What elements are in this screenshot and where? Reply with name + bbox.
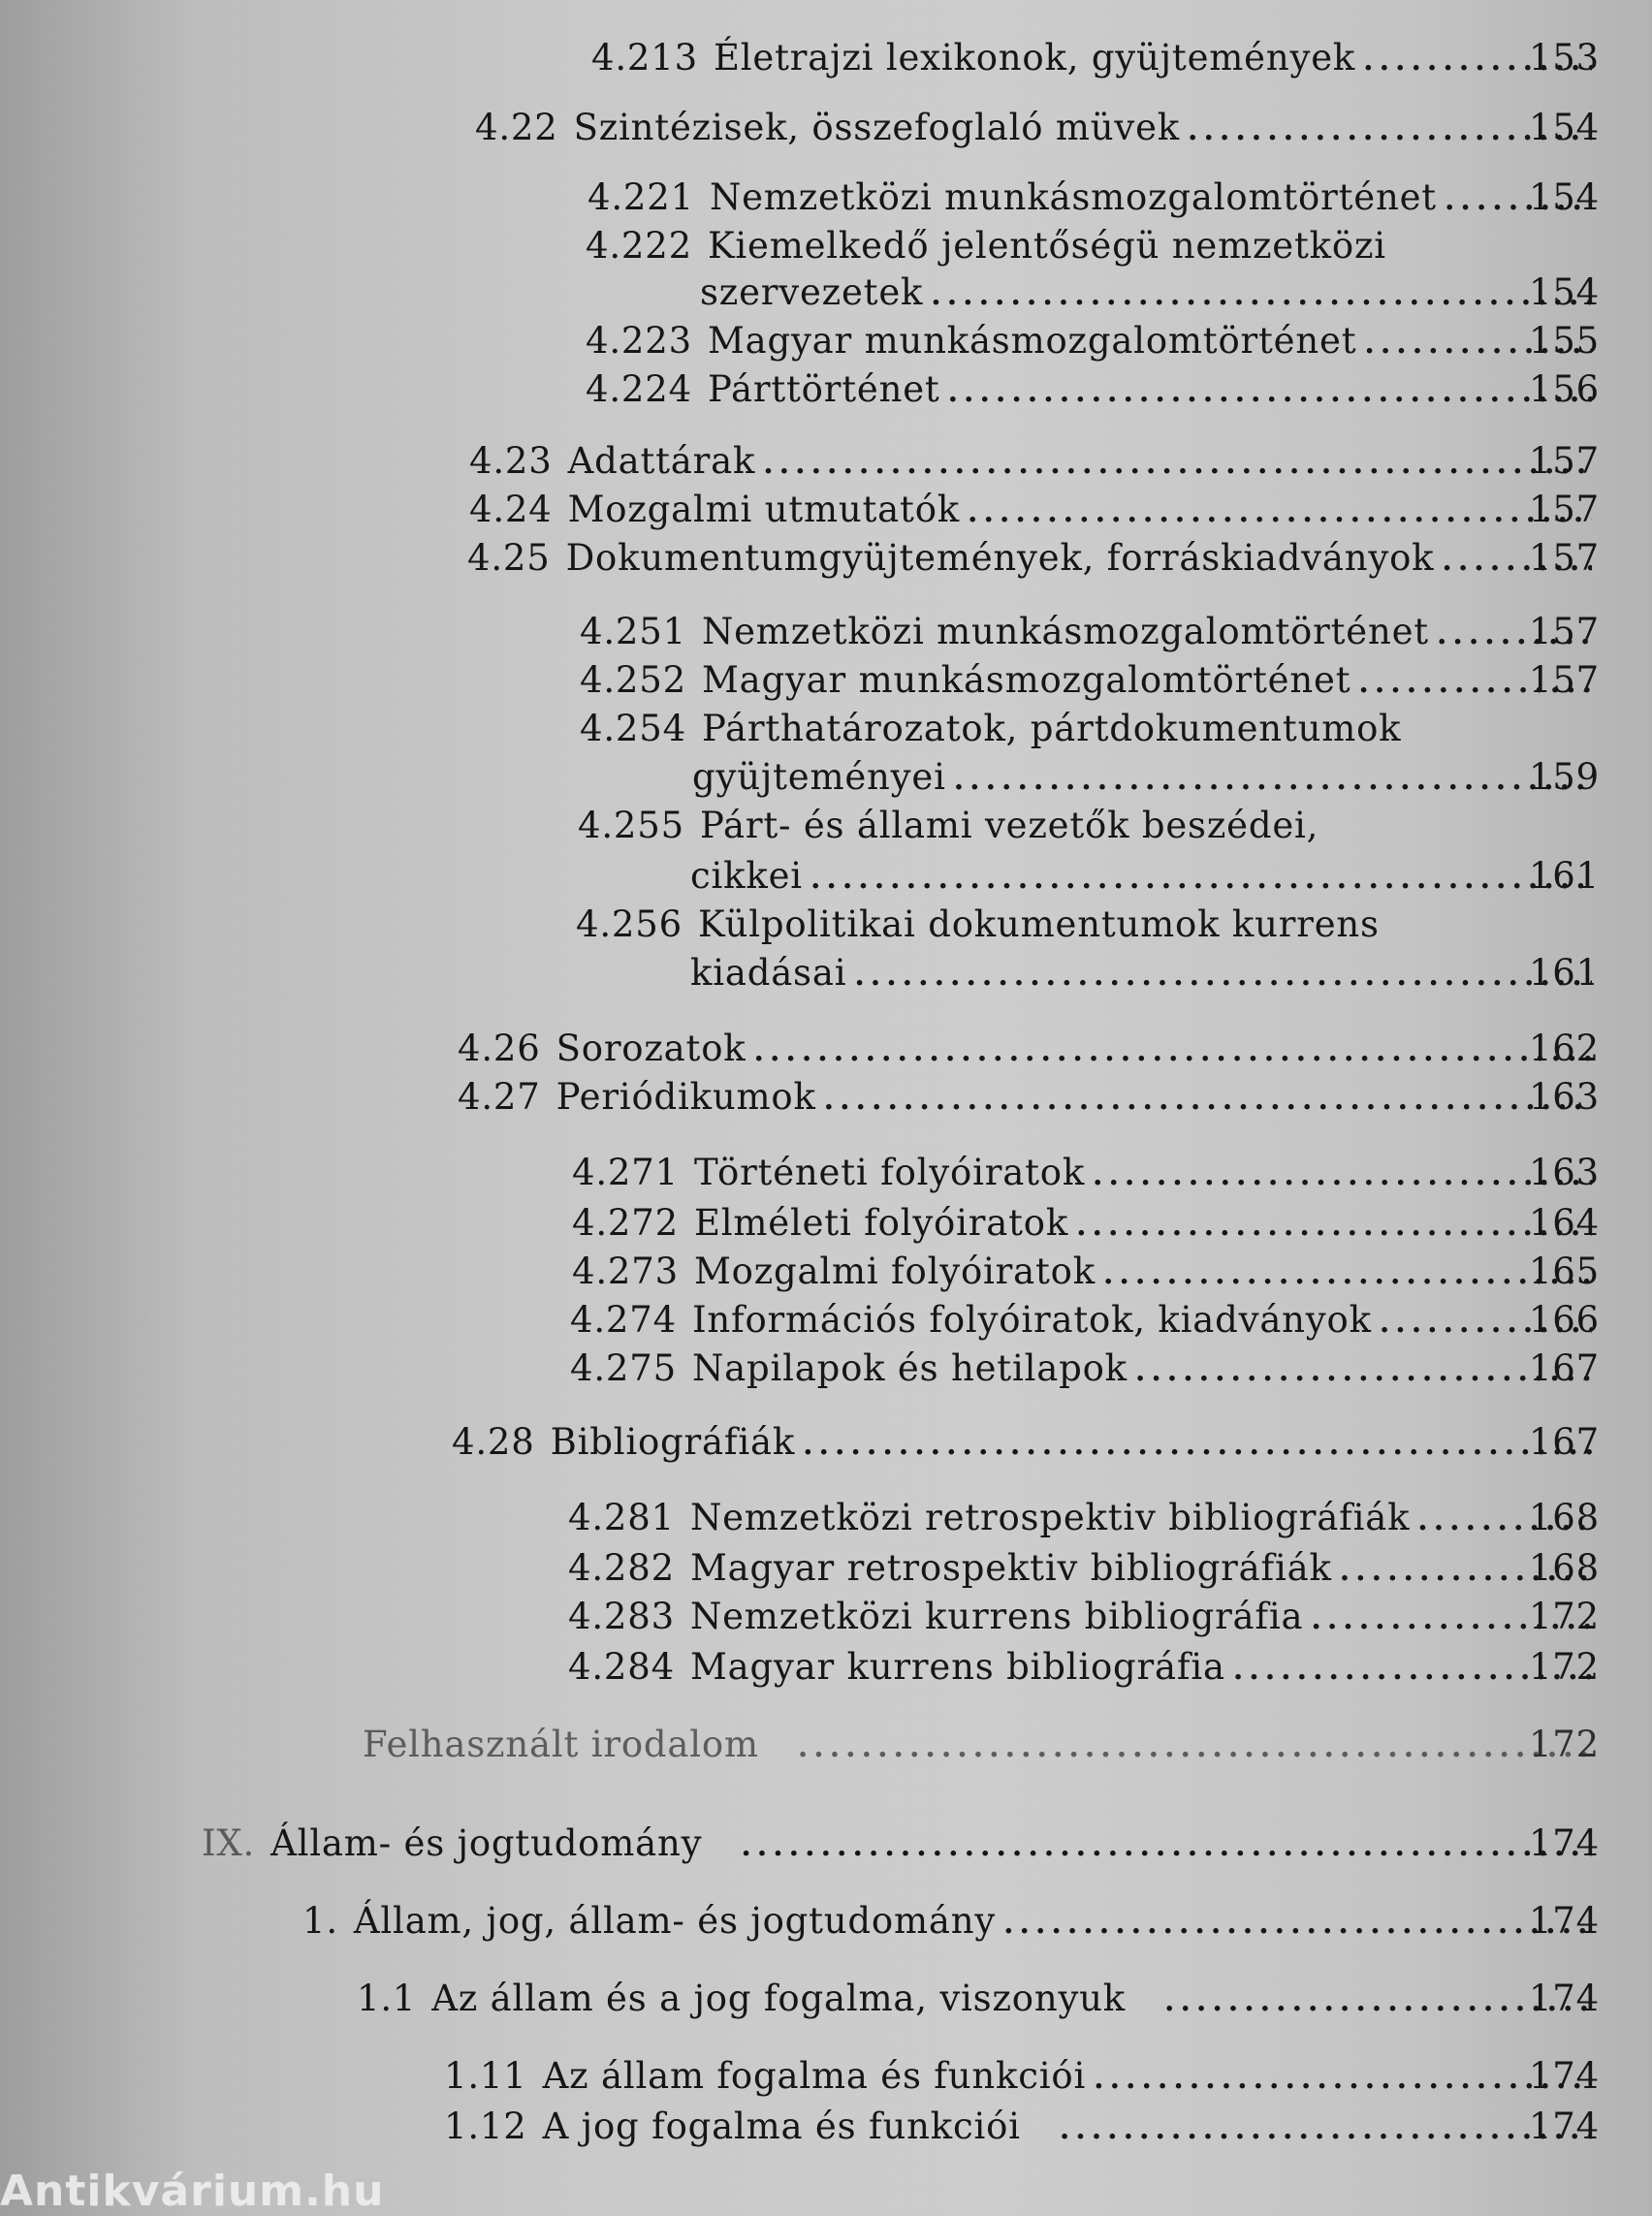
entry-title: Magyar munkásmozgalomtörténet (707, 320, 1357, 362)
dot-leader (798, 1733, 1592, 1762)
entry-page: 157 (1528, 537, 1600, 579)
entry-page: 157 (1528, 489, 1600, 530)
dot-leader (968, 498, 1592, 527)
dot-leader (1094, 2065, 1592, 2094)
entry-page: 167 (1528, 1421, 1600, 1463)
entry-number: 1.11 (444, 2055, 527, 2097)
entry-title: Külpolitikai dokumentumok kurrens (697, 903, 1380, 945)
entry-page: 165 (1528, 1250, 1600, 1292)
entry-page: 166 (1528, 1299, 1600, 1341)
entry-number: 4.221 (588, 176, 694, 218)
toc-entry (586, 215, 1600, 267)
entry-title: Párt- és állami vezetők beszédei, (699, 805, 1319, 846)
entry-title: Mozgalmi folyóiratok (693, 1250, 1096, 1292)
entry-number: 4.284 (568, 1646, 675, 1688)
entry-number: 4.281 (568, 1497, 675, 1538)
toc-entry (458, 1018, 1600, 1069)
entry-page: 174 (1528, 2055, 1600, 2097)
entry-page: 172 (1528, 1646, 1600, 1688)
entry-page: 161 (1528, 855, 1600, 897)
toc-entry-continuation (692, 746, 1600, 798)
entry-title: Nemzetközi munkásmozgalomtörténet (701, 611, 1429, 652)
entry-number: 4.222 (586, 225, 692, 267)
entry-page: 174 (1528, 1978, 1600, 2019)
entry-title: Mozgalmi utmutatók (567, 489, 961, 530)
entry-number: 4.255 (578, 805, 684, 846)
dot-leader (948, 378, 1592, 407)
entry-page: 168 (1528, 1497, 1600, 1538)
dot-leader (931, 281, 1592, 310)
entry-title: Kiemelkedő jelentőségü nemzetközi (707, 225, 1386, 267)
toc-entry (576, 894, 1600, 945)
watermark: Antikvárium.hu (0, 2167, 385, 2216)
entry-title: Az állam fogalma és funkciói (542, 2055, 1087, 2097)
toc-entry (302, 1890, 1600, 1942)
entry-page: 155 (1528, 320, 1600, 362)
entry-title: Állam, jog, állam- és jogtudomány (353, 1900, 997, 1942)
entry-number: IX. (202, 1822, 256, 1864)
toc-entry (357, 1968, 1600, 2019)
entry-page: 163 (1528, 1076, 1600, 1118)
entry-title: Nemzetközi retrospektiv bibliográfiák (689, 1497, 1411, 1538)
entry-number: 4.27 (458, 1076, 541, 1118)
entry-page: 157 (1528, 659, 1600, 701)
entry-number: 4.26 (458, 1028, 541, 1069)
entry-page: 163 (1528, 1152, 1600, 1193)
toc-entry (568, 1636, 1600, 1688)
entry-page: 159 (1528, 756, 1600, 798)
toc-entry-continuation (700, 262, 1600, 313)
entry-title-cont: szervezetek (700, 271, 924, 313)
entry-page: 172 (1528, 1724, 1600, 1765)
entry-number: 4.22 (475, 107, 558, 148)
dot-leader (1164, 1987, 1592, 2016)
entry-title: Periódikumok (556, 1076, 816, 1118)
entry-number: 4.272 (572, 1202, 679, 1244)
entry-title: Nemzetközi munkásmozgalomtörténet (709, 176, 1437, 218)
entry-page: 172 (1528, 1596, 1600, 1637)
entry-page: 161 (1528, 952, 1600, 994)
entry-title: Párthatározatok, pártdokumentumok (701, 708, 1402, 749)
dot-leader (954, 766, 1592, 795)
entry-title: Életrajzi lexikonok, gyüjtemények (713, 37, 1356, 79)
entry-number: 4.251 (580, 611, 686, 652)
entry-number: 4.25 (467, 537, 551, 579)
entry-number: 4.24 (469, 489, 553, 530)
toc-entry (568, 1586, 1600, 1637)
entry-title: Napilapok és hetilapok (691, 1347, 1128, 1389)
entry-page: 168 (1528, 1547, 1600, 1589)
dot-leader (1103, 1260, 1592, 1289)
dot-leader (763, 450, 1592, 479)
toc-entry (586, 310, 1600, 362)
toc-entry (580, 601, 1600, 652)
entry-title: Magyar kurrens bibliográfia (689, 1646, 1225, 1688)
entry-number: 4.273 (572, 1250, 679, 1292)
dot-leader (1076, 1212, 1592, 1241)
dot-leader (854, 962, 1592, 991)
toc-entry (444, 2045, 1600, 2097)
toc-entry (568, 1487, 1600, 1538)
entry-title: Szintézisek, összefoglaló müvek (573, 107, 1181, 148)
dot-leader (1003, 1910, 1592, 1939)
entry-title-cont: cikkei (690, 855, 803, 897)
dot-leader (1060, 2115, 1592, 2144)
entry-page: 153 (1528, 37, 1600, 79)
entry-number: 4.282 (568, 1547, 675, 1589)
entry-number: 4.223 (586, 320, 692, 362)
entry-number: 1.1 (357, 1978, 417, 2019)
toc-entry (467, 527, 1600, 579)
entry-page: 154 (1528, 176, 1600, 218)
toc-entry (363, 1714, 1600, 1765)
entry-number: 4.252 (580, 659, 686, 701)
dot-leader (1135, 1357, 1592, 1386)
dot-leader (824, 1086, 1592, 1115)
toc-entry (588, 167, 1600, 218)
entry-page: 174 (1528, 1900, 1600, 1942)
entry-number: 4.254 (580, 708, 686, 749)
entry-number: 1.12 (444, 2105, 527, 2147)
entry-page: 156 (1528, 368, 1600, 410)
toc-entry (570, 1289, 1600, 1341)
entry-title: Az állam és a jog fogalma, viszonyuk (431, 1978, 1127, 2019)
toc-entry-continuation (690, 942, 1600, 994)
entry-title: Nemzetközi kurrens bibliográfia (689, 1596, 1304, 1637)
entry-page: 162 (1528, 1028, 1600, 1069)
entry-page: 164 (1528, 1202, 1600, 1244)
entry-number: 4.213 (591, 37, 698, 79)
entry-number: 4.274 (570, 1299, 677, 1341)
toc-entry (458, 1066, 1600, 1118)
entry-number: 4.224 (586, 368, 692, 410)
entry-title: Felhasznált irodalom (363, 1724, 759, 1765)
entry-title: A jog fogalma és funkciói (542, 2105, 1021, 2147)
entry-title-cont: kiadásai (690, 952, 847, 994)
entry-number: 4.271 (572, 1152, 679, 1193)
entry-page: 167 (1528, 1347, 1600, 1389)
entry-title: Magyar retrospektiv bibliográfiák (689, 1547, 1332, 1589)
toc-entry (444, 2096, 1600, 2147)
entry-title: Magyar munkásmozgalomtörténet (701, 659, 1351, 701)
toc-entry (572, 1241, 1600, 1292)
toc-entry (591, 27, 1600, 79)
entry-page: 157 (1528, 440, 1600, 482)
toc-entry (578, 795, 1600, 846)
toc-entry (580, 698, 1600, 749)
dot-leader (1093, 1161, 1592, 1190)
entry-page: 154 (1528, 107, 1600, 148)
entry-title: Elméleti folyóiratok (693, 1202, 1069, 1244)
entry-page: 154 (1528, 271, 1600, 313)
toc-entry (570, 1338, 1600, 1389)
toc-entry-continuation (690, 845, 1600, 897)
entry-title: Állam- és jogtudomány (270, 1822, 703, 1864)
entry-title: Sorozatok (556, 1028, 747, 1069)
entry-number: 4.283 (568, 1596, 675, 1637)
toc-entry (475, 97, 1600, 148)
dot-leader (810, 865, 1592, 894)
entry-title: Dokumentumgyüjtemények, forráskiadványok (565, 537, 1435, 579)
entry-title-cont: gyüjteményei (692, 756, 946, 798)
entry-title: Információs folyóiratok, kiadványok (691, 1299, 1372, 1341)
entry-number: 4.275 (570, 1347, 677, 1389)
toc-entry (469, 479, 1600, 530)
dot-leader (754, 1037, 1593, 1066)
entry-page: 174 (1528, 2105, 1600, 2147)
toc-entry (452, 1411, 1600, 1463)
toc-entry (572, 1142, 1600, 1193)
toc-entry (580, 649, 1600, 701)
entry-page: 157 (1528, 611, 1600, 652)
entry-page: 174 (1528, 1822, 1600, 1864)
entry-number: 1. (302, 1900, 338, 1942)
entry-title: Adattárak (567, 440, 756, 482)
toc-entry (568, 1537, 1600, 1589)
entry-number: 4.256 (576, 903, 683, 945)
entry-title: Bibliográfiák (550, 1421, 796, 1463)
toc-entry (572, 1192, 1600, 1244)
entry-title: Párttörténet (707, 368, 940, 410)
toc-entry (202, 1813, 1600, 1864)
entry-number: 4.28 (452, 1421, 535, 1463)
toc-entry (469, 430, 1600, 482)
entry-title: Történeti folyóiratok (693, 1152, 1086, 1193)
toc-entry (586, 359, 1600, 410)
entry-number: 4.23 (469, 440, 553, 482)
dot-leader (803, 1431, 1592, 1460)
dot-leader (741, 1832, 1592, 1861)
